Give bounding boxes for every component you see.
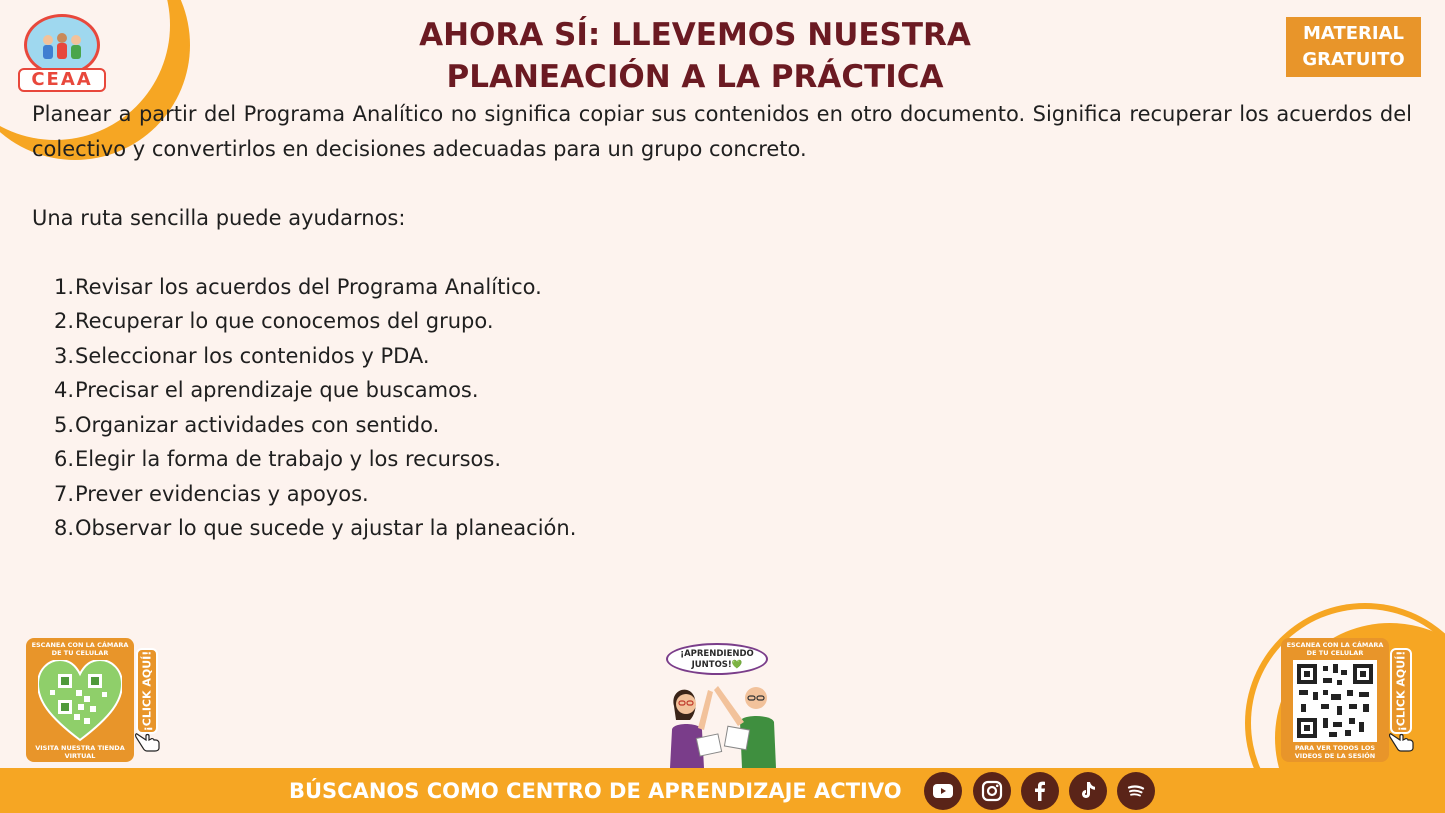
step-text: Prever evidencias y apoyos. <box>75 481 369 506</box>
step-number: 6. <box>53 447 74 471</box>
store-click-here-button[interactable] <box>136 648 158 734</box>
step-text: Precisar el aprendizaje que buscamos. <box>75 378 479 402</box>
step-text: Seleccionar los contenidos y PDA. <box>75 343 430 368</box>
step-text: Organizar actividades con sentido. <box>75 412 440 437</box>
footer-text: BÚSCANOS COMO CENTRO DE APRENDIZAJE ACTIVO <box>289 779 902 803</box>
click-here-label: ¡CLICK AQUÍ! <box>140 650 154 732</box>
step-number: 2. <box>53 309 74 333</box>
route-intro: Una ruta sencilla puede ayudarnos: <box>32 205 406 230</box>
youtube-icon[interactable] <box>924 772 962 810</box>
pointing-hand-icon <box>134 730 162 752</box>
click-here-label: ¡CLICK AQUÍ! <box>1394 650 1408 732</box>
list-item <box>32 408 1412 443</box>
step-number: 1. <box>53 274 74 299</box>
page-title-line-2: PLANEACIÓN A LA PRÁCTICA <box>446 59 944 95</box>
intro-paragraph: Planear a partir del Programa Analítico no significa copiar sus contenidos en otro documento. Significa recuperar los acuerdos del colectivo y convertirlos en decisiones adecuadas para un grupo concreto. <box>32 102 1412 161</box>
videos-qr-card[interactable] <box>1281 638 1389 762</box>
step-text: Observar lo que sucede y ajustar la planeación. <box>75 516 577 540</box>
step-text: Elegir la forma de trabajo y los recursos. <box>75 447 501 471</box>
list-item <box>32 373 1412 408</box>
ceaa-logo <box>18 14 106 92</box>
logo-text: CEAA <box>18 68 106 92</box>
step-text: Revisar los acuerdos del Programa Analítico. <box>75 274 542 299</box>
instagram-icon[interactable] <box>973 772 1011 810</box>
step-number: 4. <box>53 378 74 402</box>
spotify-icon[interactable] <box>1117 772 1155 810</box>
step-number: 7. <box>53 481 74 506</box>
qr-caption-top: ESCANEA CON LA CÁMARA DE TU CELULAR <box>1286 641 1384 657</box>
footer-bar <box>0 768 1445 813</box>
step-number: 5. <box>53 412 74 437</box>
tiktok-icon[interactable] <box>1069 772 1107 810</box>
logo-children-icon <box>38 32 86 62</box>
material-gratuito-badge <box>1286 17 1421 77</box>
videos-click-here-button[interactable] <box>1390 648 1412 734</box>
mascots-illustration <box>660 640 790 770</box>
list-item <box>32 477 1412 512</box>
badge-line-1: MATERIAL <box>1303 23 1404 44</box>
list-item <box>32 339 1412 374</box>
list-item <box>32 511 1412 546</box>
step-number: 8. <box>53 516 74 540</box>
main-content <box>32 97 1412 546</box>
qr-caption-bottom: VISITA NUESTRA TIENDA VIRTUAL <box>35 744 125 760</box>
store-qr-card[interactable] <box>26 638 134 762</box>
badge-line-2: GRATUITO <box>1302 49 1405 70</box>
bubble-line-2: JUNTOS!💚 <box>691 660 743 670</box>
teachers-high-five-icon <box>660 676 790 770</box>
steps-list <box>32 270 1412 546</box>
qr-code-icon[interactable] <box>1293 660 1377 742</box>
step-text: Recuperar lo que conocemos del grupo. <box>75 309 494 333</box>
list-item <box>32 304 1412 339</box>
facebook-icon[interactable] <box>1021 772 1059 810</box>
bubble-line-1: ¡APRENDIENDO <box>680 649 754 659</box>
heart-qr-code-icon[interactable] <box>38 660 122 742</box>
speech-bubble <box>666 643 768 675</box>
page-title-line-1: AHORA SÍ: LLEVEMOS NUESTRA <box>419 17 971 53</box>
list-item <box>32 270 1412 305</box>
qr-caption-top: ESCANEA CON LA CÁMARA DE TU CELULAR <box>31 641 129 657</box>
page-title <box>300 14 1090 98</box>
pointing-hand-icon <box>1388 730 1416 752</box>
qr-caption-bottom: PARA VER TODOS LOS VIDEOS DE LA SESIÓN <box>1294 744 1376 760</box>
list-item <box>32 442 1412 477</box>
step-number: 3. <box>53 343 74 368</box>
